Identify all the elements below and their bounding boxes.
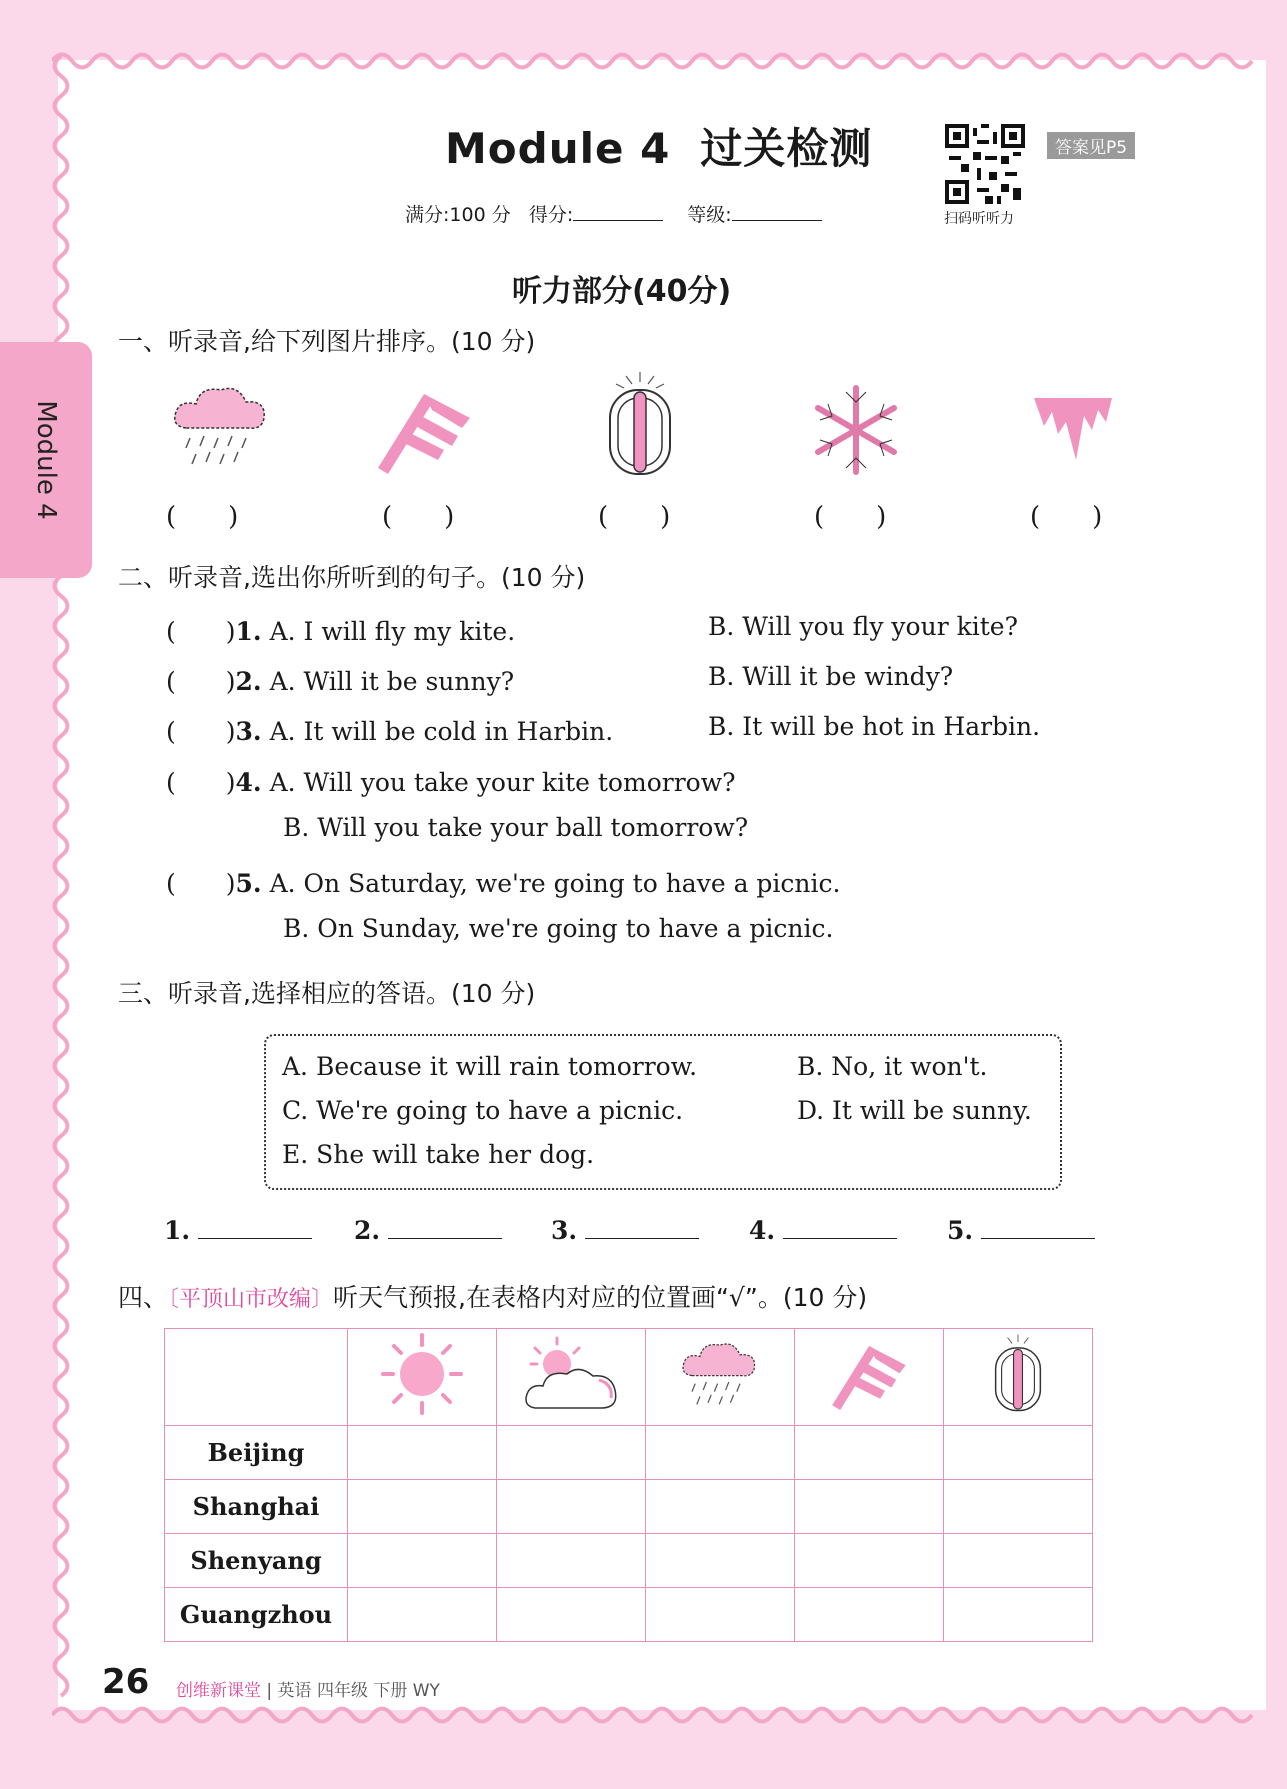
city-cell: Shenyang [165,1534,348,1588]
hot-thermometer-icon [600,370,680,480]
answer-reference-badge: 答案见P5 [1047,132,1135,159]
q3-option-b: B. No, it won't. [797,1052,988,1081]
check-cell[interactable] [646,1534,795,1588]
q2-option-3a: A. It will be cold in Harbin. [269,717,614,746]
q2-item-3 [166,712,613,748]
q4-source-tag: 〔平顶山市改编〕 [168,1287,334,1312]
check-cell[interactable] [646,1480,795,1534]
q2-item-2 [166,662,514,698]
sunny-header-cell [348,1329,497,1426]
q2-num-5: 5. [235,869,262,898]
q3-option-c: C. We're going to have a picnic. [282,1096,684,1125]
q2-option-1b: B. Will you fly your kite? [708,612,1018,641]
table-header-row [165,1329,1093,1426]
q3-answer-5 [947,1216,1095,1245]
check-cell[interactable] [497,1534,646,1588]
cloudy-icon [521,1334,621,1414]
weather-table [164,1328,1093,1642]
grade-blank[interactable] [732,220,822,221]
qr-caption: 扫码听听力 [944,211,1014,227]
wavy-border-bottom [52,1700,1266,1730]
snowflake-icon [806,382,906,478]
q2-paren-4[interactable]: ( ) [166,768,236,797]
q2-option-4b: B. Will you take your ball tomorrow? [283,813,749,842]
q2-num-4: 4. [235,768,262,797]
check-cell[interactable] [497,1480,646,1534]
table-row [165,1534,1093,1588]
score-blank[interactable] [573,220,663,221]
city-cell: Beijing [165,1426,348,1480]
q3-answer-blank-4[interactable] [783,1238,897,1239]
table-corner-cell [165,1329,348,1426]
q1-paren-4[interactable]: ( ) [814,502,887,532]
page-title [445,116,872,176]
q3-option-d: D. It will be sunny. [797,1096,1032,1125]
table-row [165,1426,1093,1480]
q2-item-4 [166,763,736,799]
cloudy-header-cell [497,1329,646,1426]
module-side-label: Module 4 [31,400,61,520]
score-line [405,200,846,227]
q2-num-1: 1. [235,617,262,646]
q2-item-1 [166,612,515,648]
rainy-icon [675,1334,765,1414]
q2-item-5 [166,864,840,900]
q3-answer-blank-5[interactable] [981,1238,1095,1239]
q2-title: 二、听录音,选出你所听到的句子。(10 分) [118,563,586,592]
q4-prefix: 四、 [118,1283,169,1312]
q2-paren-3[interactable]: ( ) [166,717,236,746]
module-side-tab [0,342,92,578]
check-cell[interactable] [795,1426,944,1480]
check-cell[interactable] [348,1480,497,1534]
q3-answer-3 [551,1216,699,1245]
rainy-header-cell [646,1329,795,1426]
city-cell: Shanghai [165,1480,348,1534]
q2-paren-1[interactable]: ( ) [166,617,236,646]
wavy-border-left [46,56,76,1716]
q2-paren-5[interactable]: ( ) [166,869,236,898]
check-cell[interactable] [944,1534,1093,1588]
q2-option-4a: A. Will you take your kite tomorrow? [269,768,736,797]
check-cell[interactable] [497,1426,646,1480]
footer-book-info: | 英语 四年级 下册 WY [266,1681,440,1701]
q1-paren-2[interactable]: ( ) [382,502,455,532]
section-title: 听力部分(40分) [512,274,732,309]
ice-icon [1032,396,1114,462]
check-cell[interactable] [348,1534,497,1588]
grade-label: 等级: [687,204,732,226]
q1-paren-5[interactable]: ( ) [1030,502,1103,532]
hot-icon [988,1333,1048,1415]
q3-option-e: E. She will take her dog. [282,1140,595,1169]
check-cell[interactable] [795,1534,944,1588]
sunny-icon [379,1331,465,1417]
check-cell[interactable] [944,1426,1093,1480]
q3-answer-1 [164,1216,312,1245]
table-row [165,1480,1093,1534]
q4-title-text: 听天气预报,在表格内对应的位置画“√”。(10 分) [333,1283,868,1312]
check-cell[interactable] [348,1426,497,1480]
check-cell[interactable] [348,1588,497,1642]
q3-answer-4 [749,1216,897,1245]
q2-option-5a: A. On Saturday, we're going to have a picnic. [269,869,841,898]
q3-answer-2 [354,1216,502,1245]
full-score: 满分:100 分 [405,204,511,226]
check-cell[interactable] [646,1426,795,1480]
q3-answer-blank-1[interactable] [198,1238,312,1239]
q2-paren-2[interactable]: ( ) [166,667,236,696]
q3-answer-num-3: 3. [551,1216,578,1245]
q2-option-2b: B. Will it be windy? [708,662,954,691]
check-cell[interactable] [646,1588,795,1642]
title-name: 过关检测 [700,124,873,173]
q2-option-1a: A. I will fly my kite. [269,617,516,646]
q4-title [118,1278,867,1314]
q2-option-3b: B. It will be hot in Harbin. [708,712,1041,741]
qr-code-icon[interactable] [945,124,1025,204]
score-label: 得分: [528,204,574,226]
q3-title: 三、听录音,选择相应的答语。(10 分) [118,979,536,1008]
check-cell[interactable] [944,1480,1093,1534]
q1-paren-3[interactable]: ( ) [598,502,671,532]
q3-answer-num-1: 1. [164,1216,191,1245]
q3-answer-num-5: 5. [947,1216,974,1245]
q3-answer-num-2: 2. [354,1216,381,1245]
q1-title: 一、听录音,给下列图片排序。(10 分) [118,327,536,356]
check-cell[interactable] [944,1588,1093,1642]
check-cell[interactable] [497,1588,646,1642]
wind-flag-icon [374,384,474,474]
hot-header-cell [944,1329,1093,1426]
footer-brand: 创维新课堂 [176,1681,261,1701]
q3-answer-num-4: 4. [749,1216,776,1245]
footer-info [176,1676,440,1701]
rain-cloud-icon [166,376,276,476]
q2-option-5b: B. On Sunday, we're going to have a picnic. [283,914,834,943]
q2-num-2: 2. [235,667,262,696]
wavy-border-top [52,46,1266,76]
windy-icon [829,1338,909,1410]
city-cell: Guangzhou [165,1588,348,1642]
q2-num-3: 3. [235,717,262,746]
table-row [165,1588,1093,1642]
windy-header-cell [795,1329,944,1426]
q3-answer-blank-3[interactable] [585,1238,699,1239]
q3-answer-blank-2[interactable] [388,1238,502,1239]
q1-paren-1[interactable]: ( ) [166,502,239,532]
title-module: Module 4 [445,124,671,173]
check-cell[interactable] [795,1588,944,1642]
q2-option-2a: A. Will it be sunny? [269,667,515,696]
page-number: 26 [102,1662,150,1702]
check-cell[interactable] [795,1480,944,1534]
q3-option-a: A. Because it will rain tomorrow. [282,1052,698,1081]
